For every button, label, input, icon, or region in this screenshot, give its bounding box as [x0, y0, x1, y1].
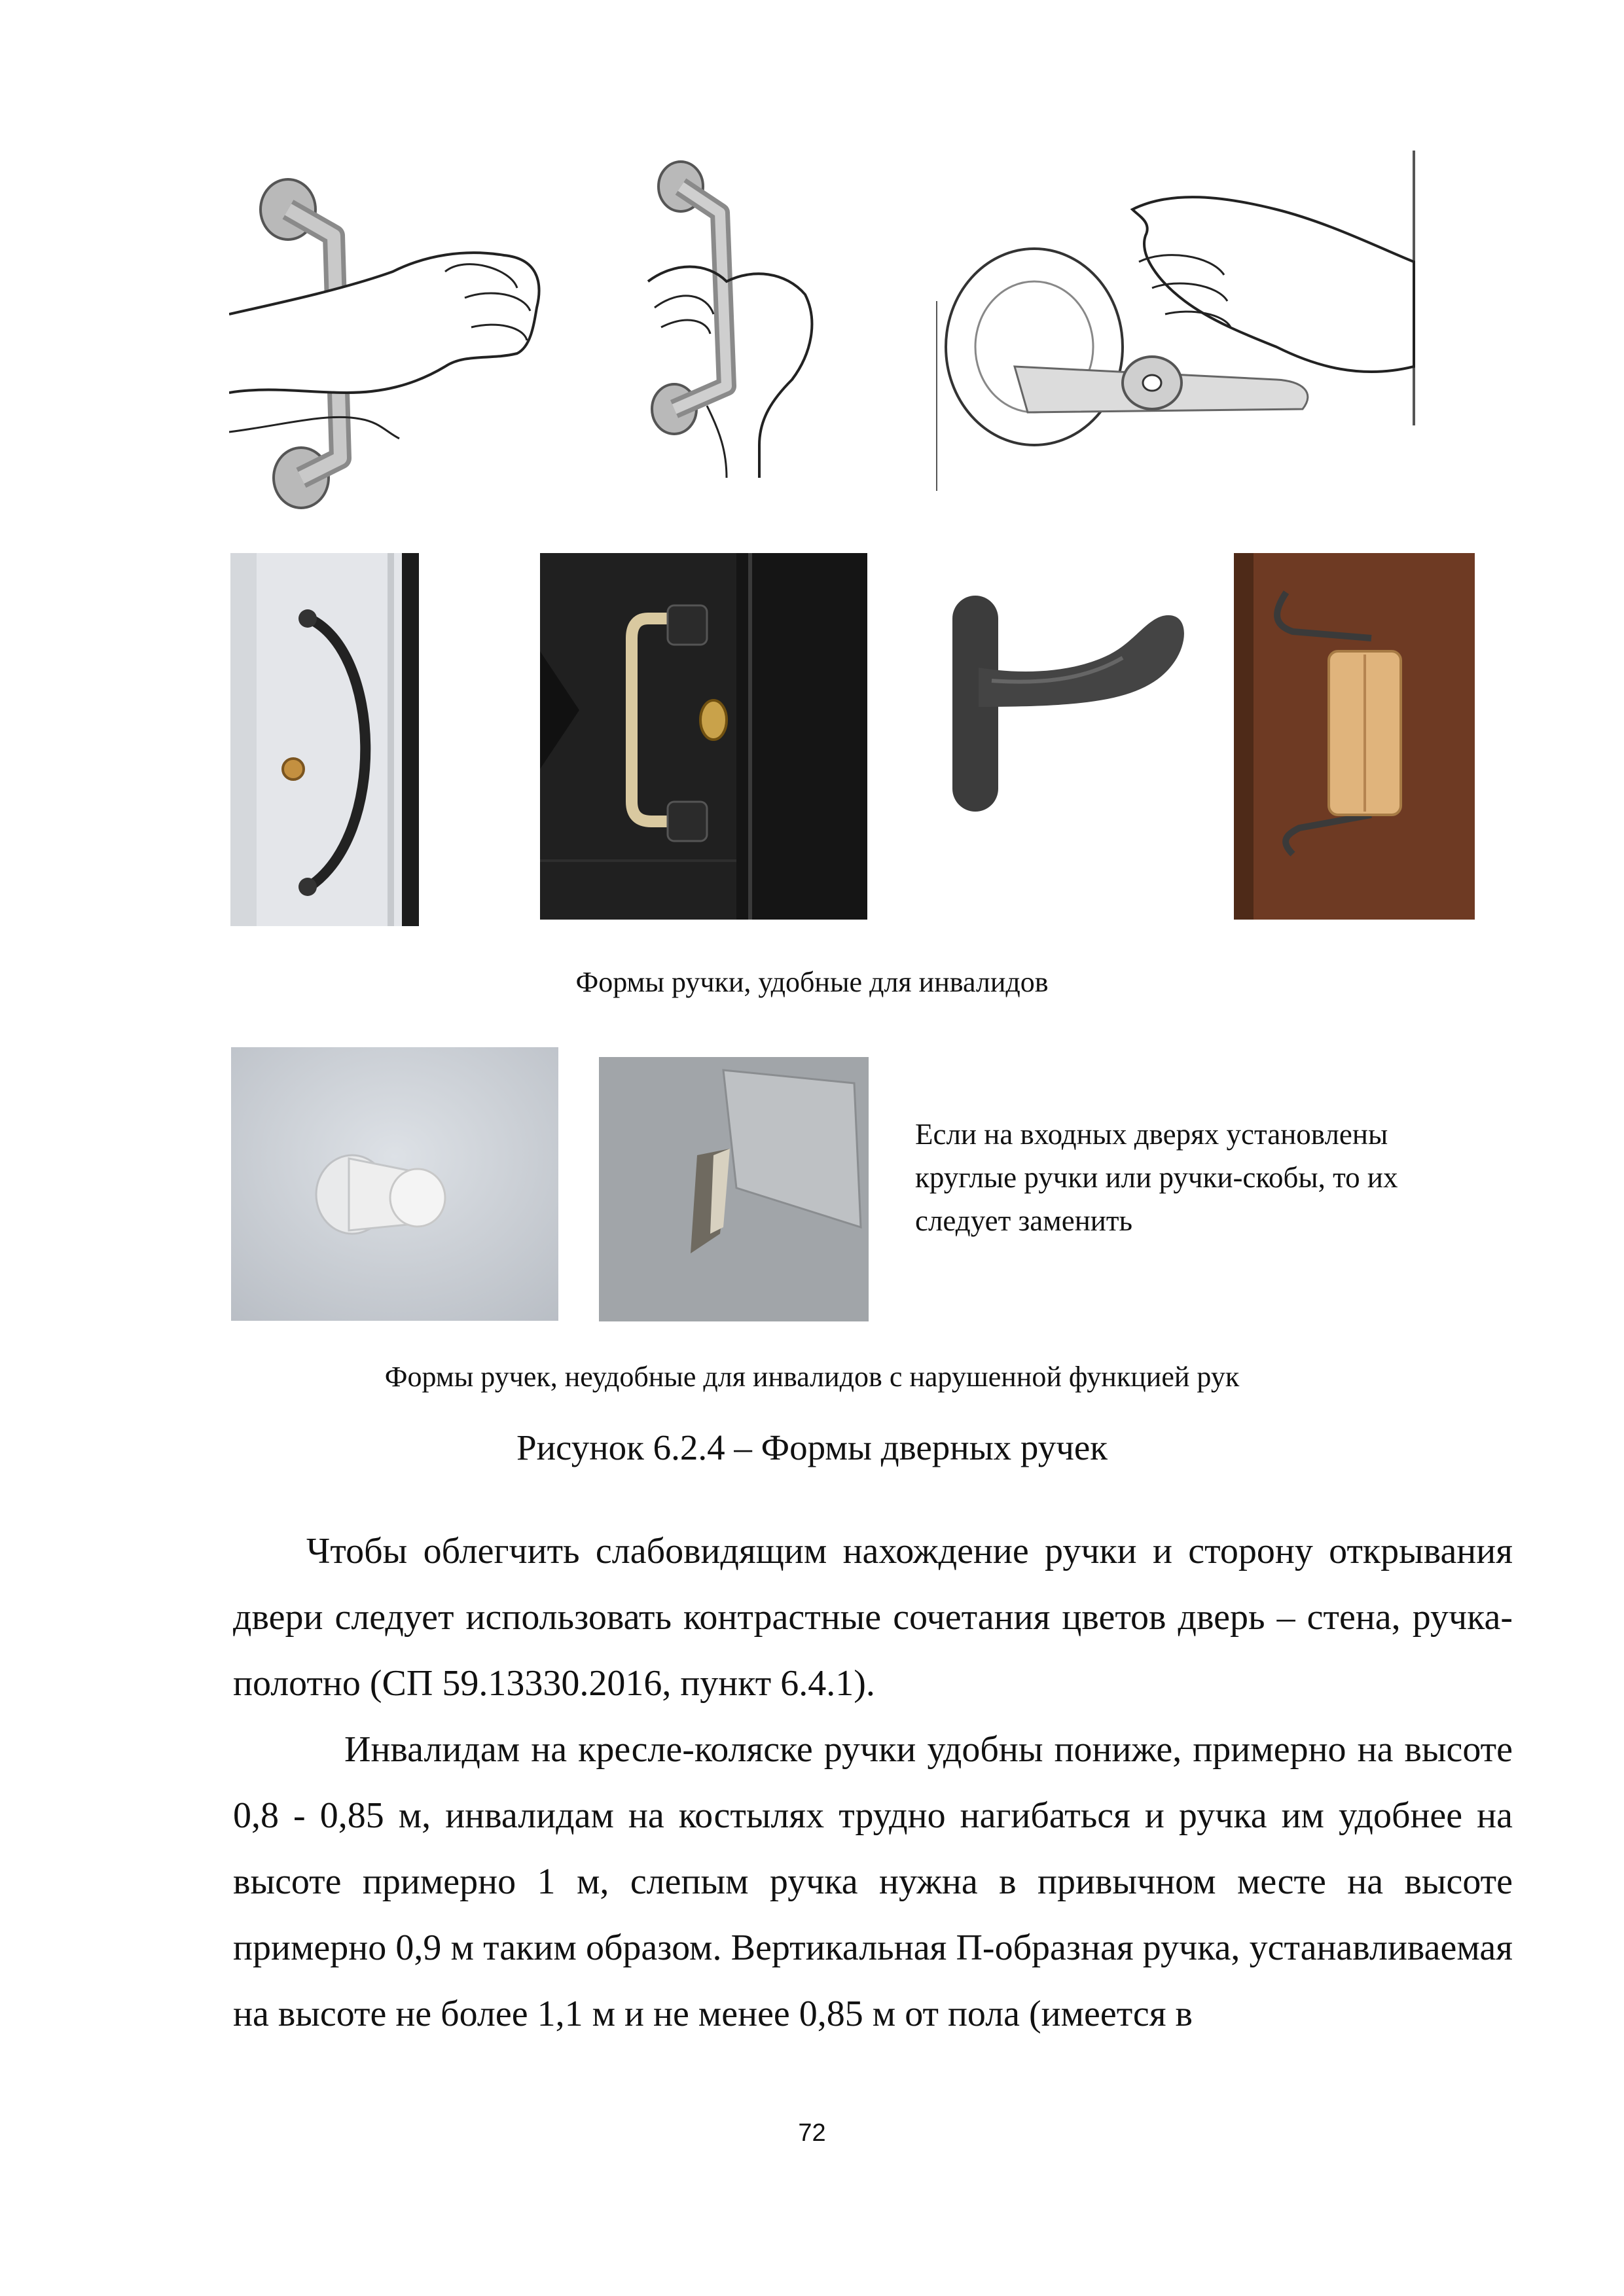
paragraph-contrast: Чтобы облегчить слабовидящим нахождение ручки и сторону открывания двери следует использовать контрастные сочетания цветов дверь – стена, ручка-полотно (СП 59.13330.2016, пункт 6.4.1).: [233, 1531, 1513, 1704]
photo-u-bracket-handle: [540, 553, 867, 920]
note-line: круглые ручки или ручки-скобы, то их: [915, 1161, 1398, 1194]
note-line: Если на входных дверях установлены: [915, 1118, 1388, 1151]
wooden-handle-icon: [1234, 553, 1475, 920]
photo-round-knob: [231, 1047, 558, 1321]
photo-lever-handle: [939, 576, 1201, 838]
grab-bar-grip-icon: [628, 157, 851, 484]
illustration-wrist-grab-bar: [229, 157, 596, 511]
round-knob-icon: [231, 1047, 558, 1321]
figure-title: Рисунок 6.2.4 – Формы дверных ручек: [516, 1427, 1108, 1467]
note-line: следует заменить: [915, 1204, 1133, 1237]
lever-handle-sketch-icon: [936, 151, 1420, 491]
illustration-grip-grab-bar: [628, 157, 851, 484]
photo-arc-handle: [230, 553, 419, 926]
lever-handle-icon: [939, 576, 1201, 838]
illustration-lever-handle: [936, 151, 1420, 491]
paragraph-heights: Инвалидам на кресле-коляске ручки удобны пониже, примерно на высоте 0,8 - 0,85 м, инвалидам на костылях трудно нагибаться и ручка им удобнее на высоте примерно 1 м, слепым ручка нужна в привычном месте на высоте примерно 0,9 м таким образом. Вертикальная П-образная ручка, устанавливаемая на высоте не более 1,1 м и не менее 0,85 м от пола (имеется в: [233, 1729, 1513, 2034]
arc-handle-icon: [230, 553, 419, 926]
replacement-note: [915, 1113, 1504, 1242]
grab-bar-wrist-icon: [229, 157, 596, 511]
u-handle-icon: [540, 553, 867, 920]
photo-wooden-bar-handle: [1234, 553, 1475, 920]
caption-inconvenient-handles: Формы ручек, неудобные для инвалидов с нарушенной функцией рук: [384, 1361, 1240, 1393]
photo-bracket-pull: [599, 1057, 869, 1321]
body-text: [233, 1518, 1513, 2047]
bracket-pull-icon: [599, 1057, 869, 1321]
page-number: 72: [798, 2119, 826, 2147]
caption-convenient-handles: Формы ручки, удобные для инвалидов: [575, 966, 1049, 998]
